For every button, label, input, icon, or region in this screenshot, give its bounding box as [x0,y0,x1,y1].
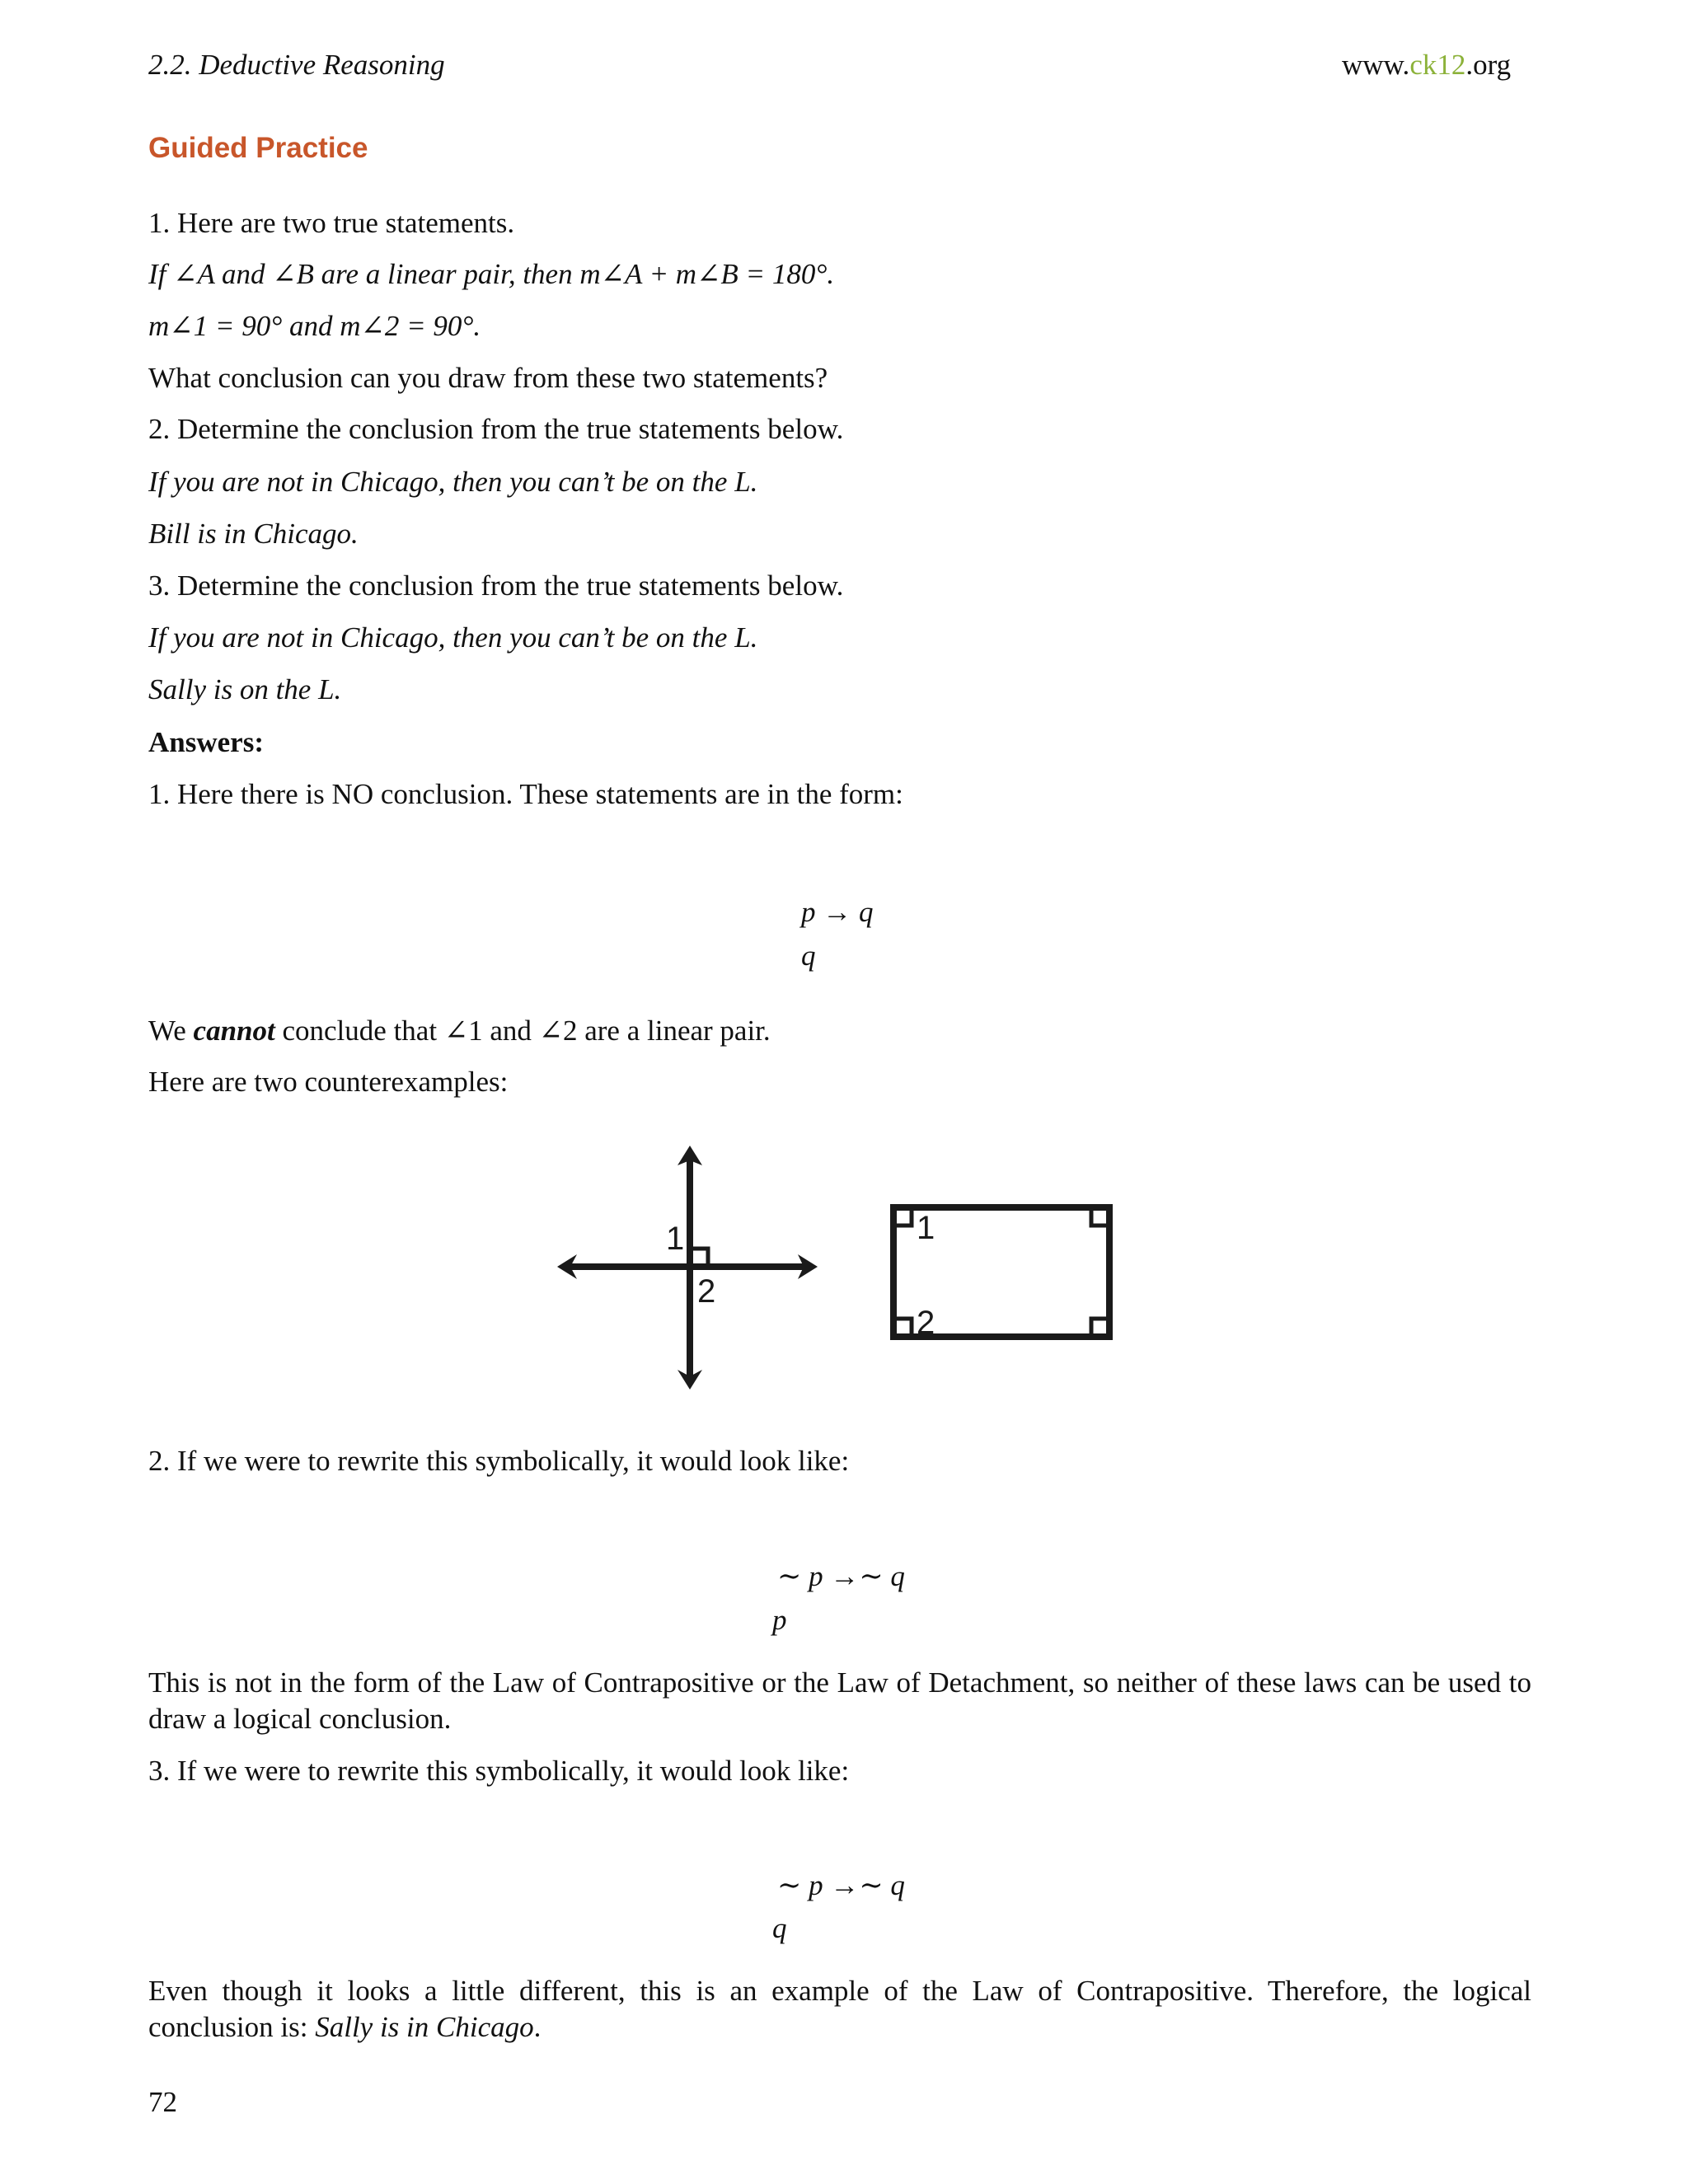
problem-2-intro: 2. Determine the conclusion from the true statements below. [148,413,844,445]
problem-3-statement-2: Sally is on the L. [148,673,342,705]
problem-3-statement-1: If you are not in Chicago, then you can’t be on the L. [148,621,758,654]
answer-1-symbol-line-1: p → q [801,896,874,928]
answers-heading: Answers: [148,726,264,758]
rect-angle-label-1: 1 [917,1210,935,1246]
answer-2-explanation: This is not in the form of the Law of Contrapositive or the Law of Detachment, so neither of these laws can be used to draw a logical conclusion. [148,1666,1531,1735]
problem-2-statement-1: If you are not in Chicago, then you can’t be on the L. [148,466,758,498]
site-brand: ck12 [1409,49,1466,81]
rect-angle-label-2: 2 [917,1305,935,1341]
answer-2-symbol-line-2: p [772,1604,787,1636]
angle-label-1: 1 [666,1221,685,1257]
problem-1-question: What conclusion can you draw from these two statements? [148,362,828,394]
running-header-site [1342,48,1511,82]
perpendicular-lines-diagram [557,1146,818,1390]
section-title: Guided Practice [148,132,368,164]
explanation-text: Even though it looks a little different, this is an example of the Law of Contrapositive. Therefore, the logical conclusion is: [148,1975,1531,2043]
answer-1-text: 1. Here there is NO conclusion. These statements are in the form: [148,778,903,810]
problem-3-intro: 3. Determine the conclusion from the true statements below. [148,569,844,602]
page-number: 72 [148,2086,177,2118]
answer-1-symbol-line-2: q [801,940,816,972]
answer-2-text: 2. If we were to rewrite this symbolically, it would look like: [148,1445,850,1477]
answer-3-symbol-line-1: ∼ p →∼ q [777,1869,905,1901]
answer-1-conclusion [148,1014,771,1048]
answer-3-text: 3. If we were to rewrite this symbolically, it would look like: [148,1755,850,1787]
conclusion-emphasis: cannot [193,1015,275,1047]
problem-1-statement-1: If ∠A and ∠B are a linear pair, then m∠A + m∠B = 180°. [148,258,835,290]
problem-2-statement-2: Bill is in Chicago. [148,518,359,550]
conclusion-post: conclude that ∠1 and ∠2 are a linear pair. [274,1015,771,1047]
explanation-conclusion: Sally is in Chicago [315,2011,534,2043]
answer-3-explanation [148,1973,1531,2046]
conclusion-pre: We [148,1015,194,1047]
explanation-end: . [533,2011,542,2043]
site-suffix: .org [1465,49,1512,81]
answer-1-counterexamples-intro: Here are two counterexamples: [148,1066,509,1098]
angle-label-2: 2 [697,1273,716,1310]
site-prefix: www. [1342,49,1410,81]
counterexamples-figure [552,1137,1129,1401]
answer-2-symbol-line-1: ∼ p →∼ q [777,1560,905,1592]
problem-1-intro: 1. Here are two true statements. [148,207,515,239]
problem-1-statement-2: m∠1 = 90° and m∠2 = 90°. [148,310,481,342]
answer-3-symbol-line-2: q [772,1912,787,1944]
running-header-section: 2.2. Deductive Reasoning [148,49,445,81]
